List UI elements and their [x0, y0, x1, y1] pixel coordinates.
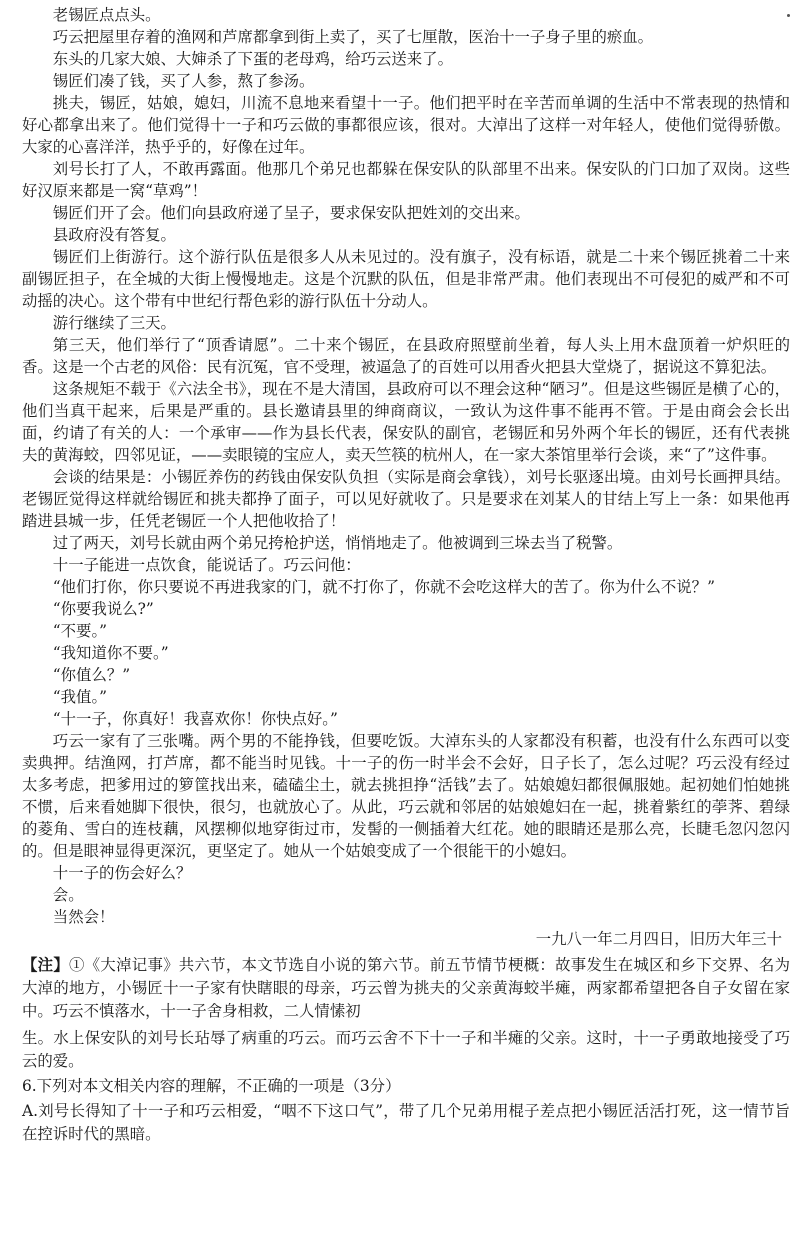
- story-paragraph: 十一子的伤会好么？: [52, 864, 192, 882]
- story-paragraph: 刘号长打了人，不敢再露面。他那几个弟兄也都躲在保安队的队部里不出来。保安队的门口加了双岗。这些好汉原来都是一窝“草鸡”！: [22, 160, 790, 200]
- story-paragraph: “你要我说么?”: [52, 600, 154, 618]
- story-paragraph: 巧云把屋里存着的渔网和芦席都拿到街上卖了，买了七厘散，医治十一子身子里的瘀血。: [52, 28, 654, 46]
- question-stem: 6.下列对本文相关内容的理解，不正确的一项是（3分）: [22, 1077, 401, 1095]
- note-continuation: 生。水上保安队的刘号长玷辱了病重的巧云。而巧云舍不下十一子和半瘫的父亲。这时，十一子勇敢地接受了巧云的爱。: [22, 1029, 790, 1070]
- story-paragraph: 这条规矩不载于《六法全书》，现在不是大清国，县政府可以不理会这种“陋习”。但是这些锡匠是横了心的，他们当真干起来，后果是严重的。县长邀请县里的绅商商议，一致认为这件事不能再不管。于是由商会会长出面，约请了有关的人：一个承审——作为县长代表，保安队的副官，老锡匠和另外两个年长的锡匠，还有代表挑夫的黄海蛟，四邻见证，——卖眼镜的宝应人，卖天竺筷的杭州人，在一家大茶馆里举行会谈，来“了”这件事。: [22, 380, 790, 464]
- story-paragraph: “你值么？”: [52, 666, 131, 684]
- story-paragraph: 会。: [52, 886, 84, 904]
- story-paragraph: 锡匠们上街游行。这个游行队伍是很多人从未见过的。没有旗子，没有标语，就是二十来个锡匠挑着二十来副锡匠担子，在全城的大街上慢慢地走。这是个沉默的队伍，但是非常严肃。他们表现出不可侵犯的威严和不可动摇的决心。这个带有中世纪行帮色彩的游行队伍十分动人。: [22, 248, 790, 310]
- story-paragraph: “他们打你，你只要说不再进我家的门，就不打你了，你就不会吃这样大的苦了。你为什么不说？”: [52, 578, 715, 596]
- story-paragraph: 挑夫，锡匠，姑娘，媳妇，川流不息地来看望十一子。他们把平时在辛苦而单调的生活中不常表现的热情和好心都拿出来了。他们觉得十一子和巧云做的事都很应该，很对。大淖出了这样一对年轻人，使他们觉得骄傲。大家的心喜洋洋，热乎乎的，好像在过年。: [22, 94, 790, 156]
- scan-speck: [787, 14, 790, 17]
- story-paragraph: 县政府没有答复。: [52, 226, 176, 244]
- story-paragraph: 会谈的结果是：小锡匠养伤的药钱由保安队负担（实际是商会拿钱），刘号长驱逐出境。由刘号长画押具结。老锡匠觉得这样就给锡匠和挑夫都挣了面子，可以见好就收了。只是要求在刘某人的甘结上写上一条：如果他再踏进县城一步，任凭老锡匠一个人把他收拾了！: [22, 468, 790, 530]
- note-paragraph: [22, 954, 790, 1023]
- note-tag: 【注】: [22, 956, 70, 974]
- story-paragraph: 锡匠们开了会。他们向县政府递了呈子，要求保安队把姓刘的交出来。: [52, 204, 530, 222]
- question-option-a: A.刘号长得知了十一子和巧云相爱，“咽不下这口气”，带了几个兄弟用棍子差点把小锡匠活活打死，这一情节旨在控诉时代的黑暗。: [22, 1102, 790, 1143]
- story-paragraph: “十一子，你真好！我喜欢你！你快点好。”: [52, 710, 338, 728]
- story-paragraph: 十一子能进一点饮食，能说话了。巧云问他：: [52, 556, 361, 574]
- story-paragraph: 游行继续了三天。: [52, 314, 176, 332]
- story-paragraph: “我知道你不要。”: [52, 644, 169, 662]
- story-paragraph: “我值。”: [52, 688, 108, 706]
- story-paragraph: 巧云一家有了三张嘴。两个男的不能挣钱，但要吃饭。大淖东头的人家都没有积蓄，也没有什么东西可以变卖典押。结渔网，打芦席，都不能当时见钱。十一子的伤一时半会不会好，日子长了，怎么过呢？巧云没有经过太多考虑，把爹用过的箩筐找出来，磕磕尘土，就去挑担挣“活钱”去了。姑娘媳妇都很佩服她。起初她们怕她挑不惯，后来看她脚下很快，很匀，也就放心了。从此，巧云就和邻居的姑娘媳妇在一起，挑着紫红的荸荠、碧绿的菱角、雪白的连枝藕，风摆柳似地穿街过市，发髻的一侧插着大红花。她的眼睛还是那么亮，长睫毛忽闪忽闪的。但是眼神显得更深沉，更坚定了。她从一个姑娘变成了一个很能干的小媳妇。: [22, 732, 790, 860]
- story-paragraph: 老锡匠点点头。: [52, 6, 161, 24]
- story-paragraph: 第三天，他们举行了“顶香请愿”。二十来个锡匠，在县政府照壁前坐着，每人头上用木盘顶着一炉炽旺的香。这是一个古老的风俗：民有沉冤，官不受理，被逼急了的百姓可以用香火把县大堂烧了，据说这不算犯法。: [22, 336, 790, 376]
- date-line: 一九八一年二月四日，旧历大年三十: [535, 930, 782, 948]
- story-paragraph: 东头的几家大娘、大婶杀了下蛋的老母鸡，给巧云送来了。: [52, 50, 453, 68]
- story-paragraph: “不要。”: [52, 622, 108, 640]
- story-paragraph: 当然会！: [52, 908, 115, 926]
- story-paragraph: 锡匠们凑了钱，买了人参，熬了参汤。: [52, 72, 315, 90]
- story-paragraph: 过了两天，刘号长就由两个弟兄挎枪护送，悄悄地走了。他被调到三垛去当了税警。: [52, 534, 623, 552]
- note-text-1: ①《大淖记事》共六节，本文节选自小说的第六节。前五节情节梗概：故事发生在城区和乡下交界、名为大淖的地方，小锡匠十一子家有快瞎眼的母亲，巧云曾为挑夫的父亲黄海蛟半瘫，两家都希望把各自子女留在家中。巧云不慎落水，十一子舍身相救，二人情愫初: [22, 956, 790, 1020]
- story-body: [22, 4, 790, 928]
